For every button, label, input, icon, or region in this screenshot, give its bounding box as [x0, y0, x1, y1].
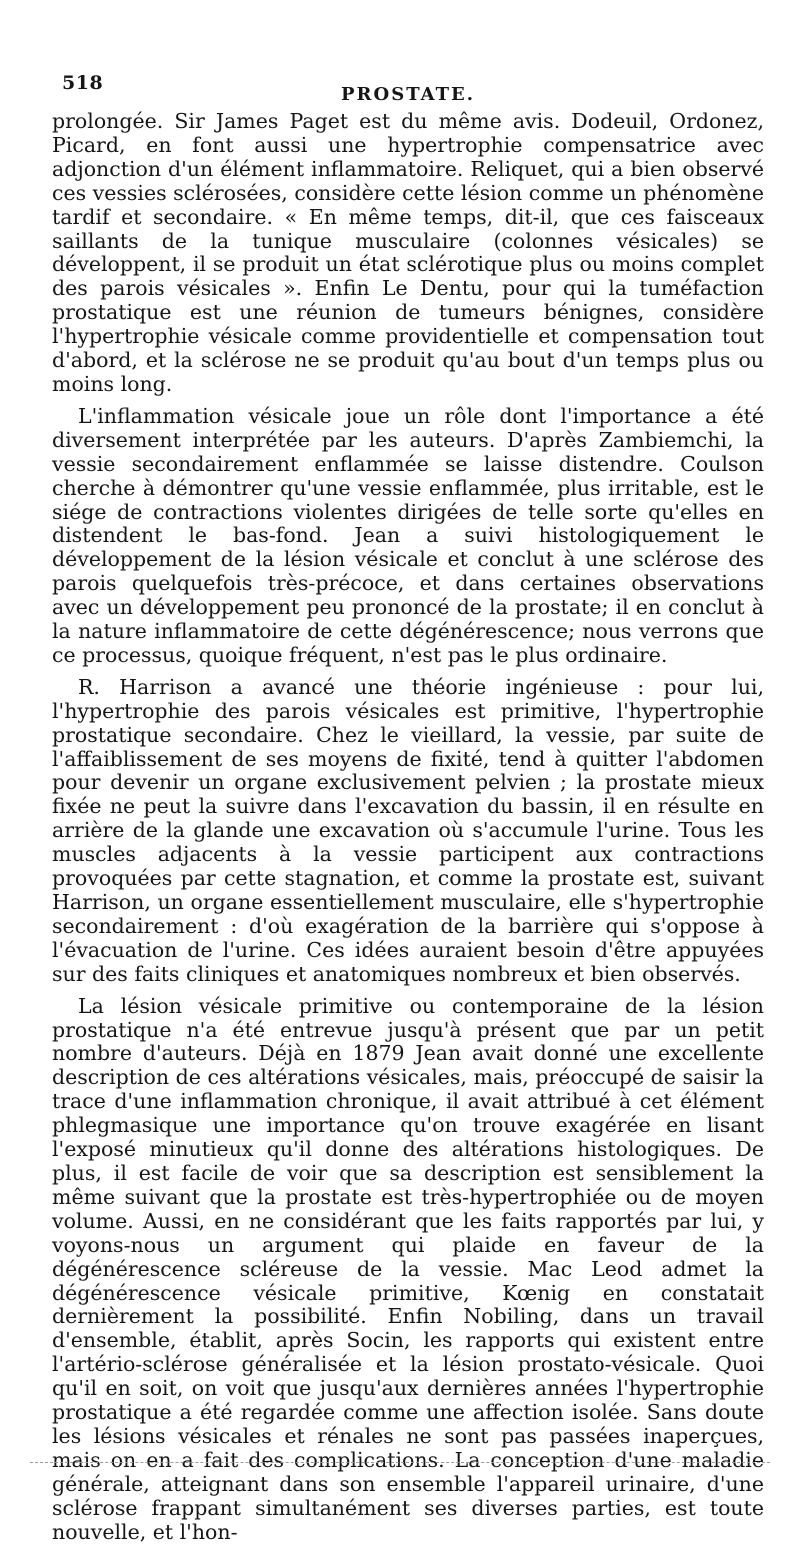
paragraph: L'inflammation vésicale joue un rôle dont l'importance a été diversement interprétée par les auteurs. D'après Zambiemchi, la vessie secondairement enflammée se laisse distendre. Coulson cherche à démontrer qu'une vessie enflammée, plus irritable, est le siége de contractions violentes dirigées de telle sorte qu'elles en distendent le bas-fond. Jean a suivi histologiquement le développement de la lésion vésicale et conclut à une sclérose des parois quelquefois très-précoce, et dans certaines observations avec un développement peu prononcé de la prostate; il en conclut à la nature inflammatoire de cette dégénérescence; nous verrons que ce processus, quoique fréquent, n'est pas le plus ordinaire. — [52, 403, 764, 667]
paragraph: La lésion vésicale primitive ou contemporaine de la lésion prostatique n'a été entrevue jusqu'à présent que par un petit nombre d'auteurs. Déjà en 1879 Jean avait donné une excellente description de ces altérations vésicales, mais, préoccupé de saisir la trace d'une inflammation chronique, il avait attribué à cet élément phlegmasique une importance qu'on trouve exagérée en lisant l'exposé minutieux qu'il donne des altérations histologiques. De plus, il est facile de voir que sa description est sensiblement la même suivant que la prostate est très-hypertrophiée ou de moyen volume. Aussi, en ne considérant que les faits rapportés par lui, y voyons-nous un argument qui plaide en faveur de la dégénérescence scléreuse de la vessie. Mac Leod admet la dégénérescence vésicale primitive, Kœnig en constatait dernièrement la possibilité. Enfin Nobiling, dans un travail d'ensemble, établit, après Socin, les rapports qui existent entre l'artério-sclérose généralisée et la lésion prostato-vésicale. Quoi qu'il en soit, on voit que jusqu'aux dernières années l'hypertrophie prostatique a été regardée comme une affection isolée. Sans doute les lésions vésicales et rénales ne sont pas passées inaperçues, mais on en a fait des complications. La conception d'une maladie générale, atteignant dans son ensemble l'appareil urinaire, d'une sclérose frappant simultanément ses diverses parties, est toute nouvelle, et l'hon- — [52, 993, 764, 1544]
book-page — [52, 72, 764, 1552]
footer-rule — [30, 1462, 770, 1463]
paragraph: R. Harrison a avancé une théorie ingénieuse : pour lui, l'hypertrophie des parois vésicales est primitive, l'hypertrophie prostatique secondaire. Chez le vieillard, la vessie, par suite de l'affaiblissement de ses moyens de fixité, tend à quitter l'abdomen pour devenir un organe exclusivement pelvien ; la prostate mieux fixée ne peut la suivre dans l'excavation du bassin, il en résulte en arrière de la glande une excavation où s'accumule l'urine. Tous les muscles adjacents à la vessie participent aux contractions provoquées par cette stagnation, et comme la prostate est, suivant Harrison, un organe essentiellement musculaire, elle s'hypertrophie secondairement : d'où exagération de la barrière qui s'oppose à l'évacuation de l'urine. Ces idées auraient besoin d'être appuyées sur des faits cliniques et anatomiques nombreux et bien observés. — [52, 674, 764, 986]
page-header — [52, 72, 764, 110]
body-text — [52, 110, 764, 1544]
paragraph: prolongée. Sir James Paget est du même avis. Dodeuil, Ordonez, Picard, en font aussi une hypertrophie compensatrice avec adjonction d'un élément inflammatoire. Reliquet, qui a bien observé ces vessies sclérosées, considère cette lésion comme un phénomène tardif et secondaire. « En même temps, dit-il, que ces faisceaux saillants de la tunique musculaire (colonnes vésicales) se développent, il se produit un état sclérotique plus ou moins complet des parois vésicales ». Enfin Le Dentu, pour qui la tuméfaction prostatique est une réunion de tumeurs bénignes, considère l'hypertrophie vésicale comme providentielle et compensation tout d'abord, et la sclérose ne se produit qu'au bout d'un temps plus ou moins long. — [52, 109, 764, 396]
running-head: PROSTATE. — [341, 84, 475, 105]
page-number: 518 — [62, 72, 104, 94]
